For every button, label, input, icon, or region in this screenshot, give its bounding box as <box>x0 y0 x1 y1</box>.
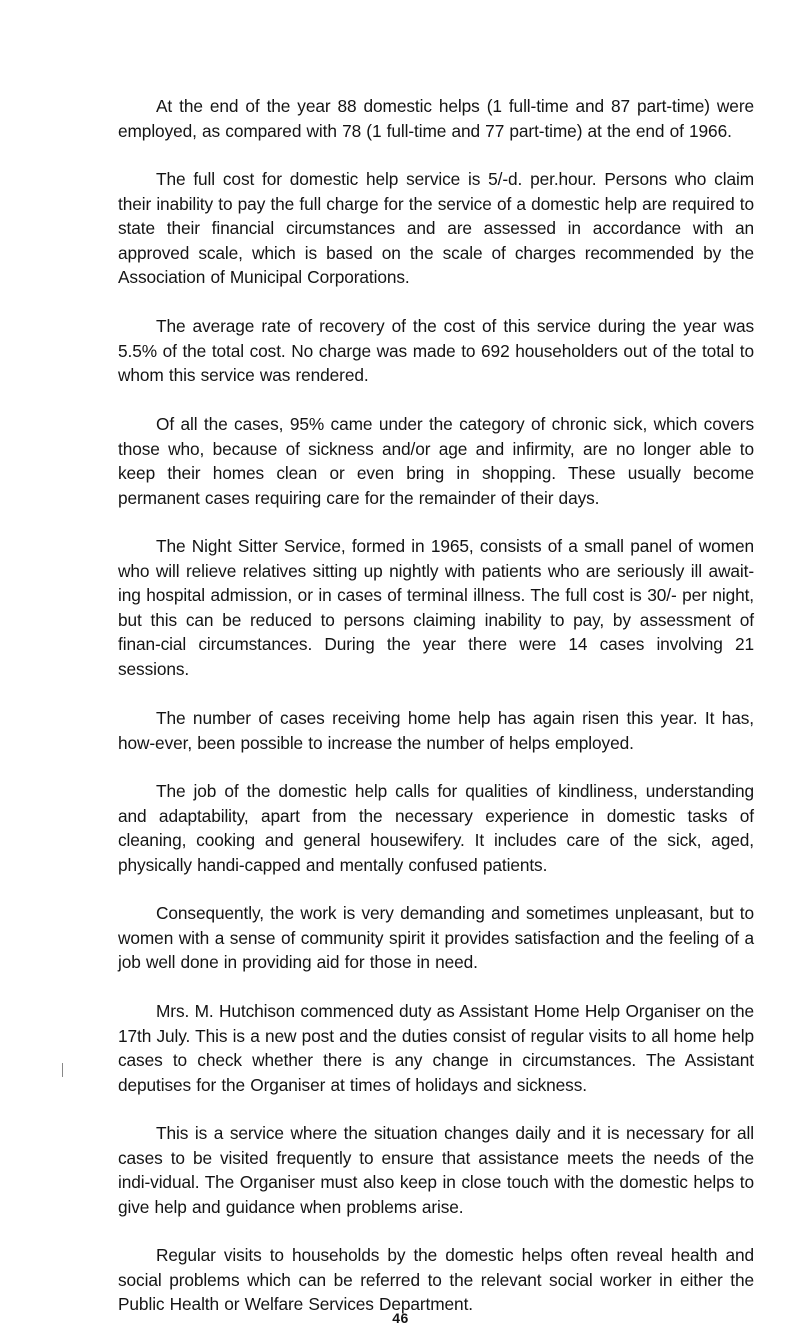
paragraph-assistant-organiser: Mrs. M. Hutchison commenced duty as Assistant Home Help Organiser on the 17th July. This is a new post and the duties consist of regular visits to all home help cases to check whether there is any change in circumstances. The Assistant deputises for the Organiser at times of holidays and sickness. <box>118 1001 754 1095</box>
paragraph-service-visits: This is a service where the situation changes daily and it is necessary for all cases to be visited frequently to ensure that assistance meets the needs of the indi-vidual. The Organiser must also keep in close touch with the domestic helps to give help and guidance when problems arise. <box>118 1123 754 1217</box>
page-number: 46 <box>392 1310 409 1326</box>
paragraph-cost: The full cost for domestic help service is 5/-d. per.hour. Persons who claim their inability to pay the full charge for the service of a domestic help are required to state their financial circumstances and are assessed in accordance with an approved scale, which is based on the scale of charges recommended by the Association of Municipal Corporations. <box>118 169 754 288</box>
paragraph-chronic-sick: Of all the cases, 95% came under the category of chronic sick, which covers those who, because of sickness and/or age and infirmity, are no longer able to keep their homes clean or even bring in shopping. These usually become permanent cases requiring care for the remainder of their days. <box>118 414 754 508</box>
paragraph-job-qualities: The job of the domestic help calls for qualities of kindliness, understanding and adaptability, apart from the necessary experience in domestic tasks of cleaning, cooking and general housewifery. It includes care of the sick, aged, physically handi-capped and mentally confused patients. <box>118 781 754 875</box>
paragraph-regular-visits: Regular visits to households by the domestic helps often reveal health and social problems which can be referred to the relevant social worker in either the Public Health or Welfare Services Department. <box>118 1245 754 1315</box>
margin-mark <box>62 1063 63 1077</box>
paragraph-recovery: The average rate of recovery of the cost of this service during the year was 5.5% of the total cost. No charge was made to 692 householders out of the total to whom this service was rendered. <box>118 316 754 386</box>
paragraph-night-sitter: The Night Sitter Service, formed in 1965, consists of a small panel of women who will relieve relatives sitting up nightly with patients who are seriously ill await-ing hospital admission, or in cases of terminal illness. The full cost is 30/- per night, but this can be reduced to persons claiming inability to pay, by assessment of finan-cial circumstances. During the year there were 14 cases involving 21 sessions. <box>118 536 754 679</box>
paragraph-demanding-work: Consequently, the work is very demanding and sometimes unpleasant, but to women with a sense of community spirit it provides satisfaction and the feeling of a job well done in providing aid for those in need. <box>118 903 754 973</box>
paragraph-cases-increase: The number of cases receiving home help has again risen this year. It has, how-ever, been possible to increase the number of helps employed. <box>118 708 754 753</box>
paragraph-staffing: At the end of the year 88 domestic helps (1 full-time and 87 part-time) were employed, as compared with 78 (1 full-time and 77 part-time) at the end of 1966. <box>118 96 754 141</box>
